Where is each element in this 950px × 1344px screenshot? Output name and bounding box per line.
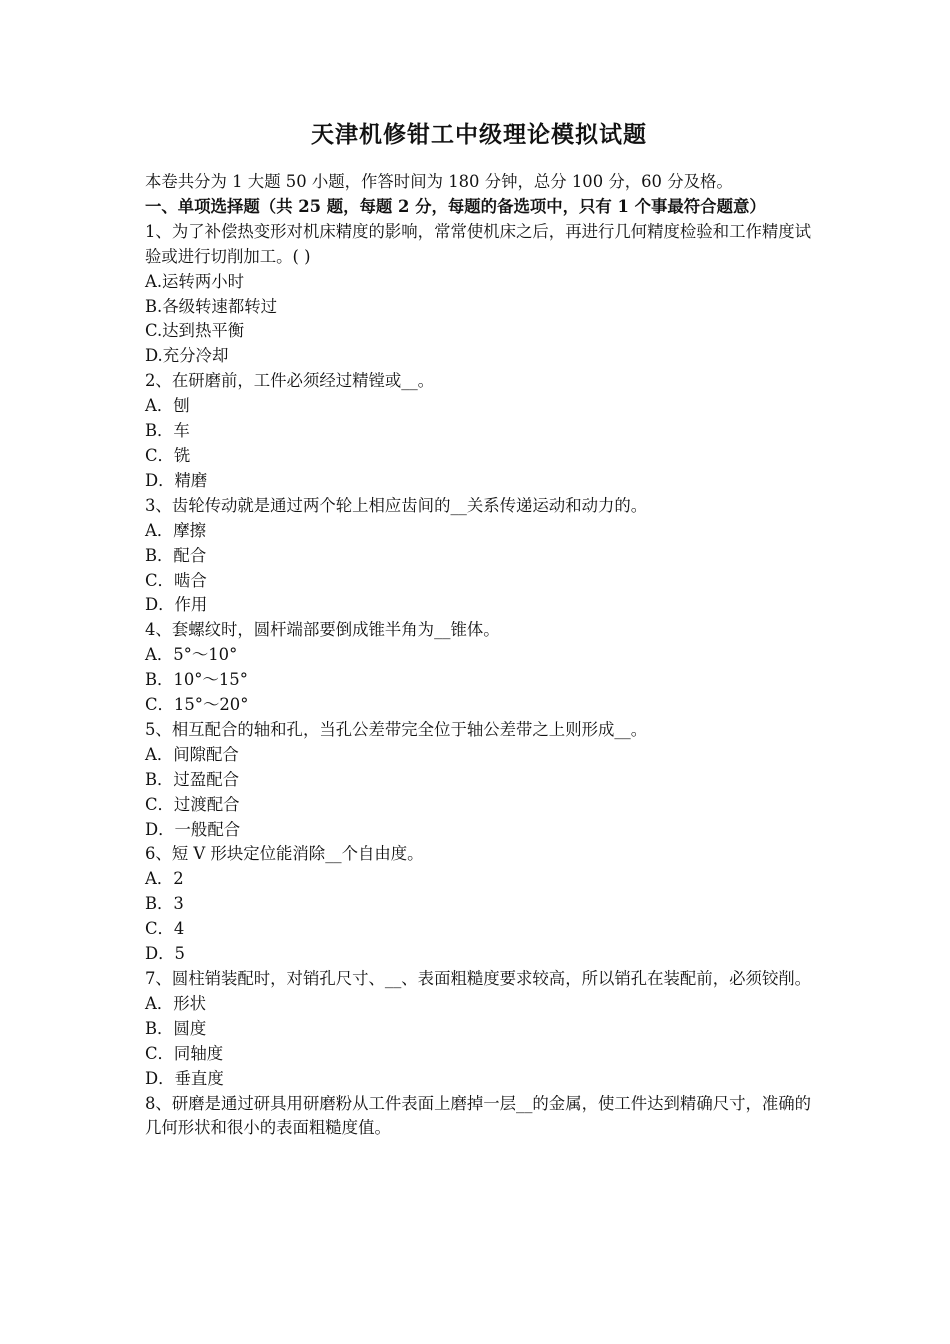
answer-option: C.达到热平衡 xyxy=(145,321,245,341)
option-list xyxy=(145,270,813,370)
question-block xyxy=(145,967,813,1092)
answer-option: A．间隙配合 xyxy=(145,744,239,764)
question-stem: 3、齿轮传动就是通过两个轮上相应齿间的__关系传递运动和动力的。 xyxy=(145,495,648,515)
question-stem: 8、研磨是通过研具用研磨粉从工件表面上磨掉一层__的金属，使工件达到精确尺寸，准确的几何形状和很小的表面粗糙度值。 xyxy=(145,1093,812,1138)
answer-option: C．啮合 xyxy=(145,570,207,590)
question-stem: 5、相互配合的轴和孔，当孔公差带完全位于轴公差带之上则形成__。 xyxy=(145,719,648,739)
answer-option: D．作用 xyxy=(145,595,208,615)
document-page xyxy=(145,118,813,1141)
question-block xyxy=(145,369,813,494)
answer-option: D．一般配合 xyxy=(145,819,241,839)
option-list xyxy=(145,992,813,1092)
question-block xyxy=(145,618,813,718)
question-block xyxy=(145,220,813,369)
option-list xyxy=(145,394,813,494)
question-stem: 7、圆柱销装配时，对销孔尺寸、__、表面粗糙度要求较高，所以销孔在装配前，必须铰削。 xyxy=(145,969,812,988)
answer-option: B．过盈配合 xyxy=(145,769,239,789)
question-list xyxy=(145,220,813,1142)
option-list xyxy=(145,867,813,967)
answer-option: C．15°～20° xyxy=(145,695,249,715)
question-stem: 4、套螺纹时，圆杆端部要倒成锥半角为__锥体。 xyxy=(145,620,500,640)
answer-option: B．3 xyxy=(145,894,184,914)
answer-option: B．车 xyxy=(145,421,190,441)
answer-option: D．垂直度 xyxy=(145,1068,224,1088)
answer-option: A．2 xyxy=(145,869,184,889)
answer-option: B．圆度 xyxy=(145,1018,207,1038)
answer-option: B．配合 xyxy=(145,545,207,565)
answer-option: A．摩擦 xyxy=(145,520,207,540)
answer-option: A.运转两小时 xyxy=(145,271,244,291)
answer-option: A．形状 xyxy=(145,993,207,1013)
exam-intro: 本卷共分为 1 大题 50 小题，作答时间为 180 分钟，总分 100 分，60 分及格。 xyxy=(145,172,733,191)
option-list xyxy=(145,643,813,718)
answer-option: C．4 xyxy=(145,919,185,939)
question-stem: 2、在研磨前，工件必须经过精镗或__。 xyxy=(145,371,435,391)
answer-option: A．刨 xyxy=(145,396,190,416)
answer-option: C．同轴度 xyxy=(145,1043,224,1063)
answer-option: C．铣 xyxy=(145,445,191,465)
question-block xyxy=(145,1092,813,1142)
document-title: 天津机修钳工中级理论模拟试题 xyxy=(311,121,647,148)
answer-option: B.各级转速都转过 xyxy=(145,296,277,316)
question-block xyxy=(145,494,813,619)
question-stem: 1、为了补偿热变形对机床精度的影响，常常使机床之后，再进行几何精度检验和工作精度试验或进行切削加工。( ) xyxy=(145,221,812,266)
section-heading: 一、单项选择题（共 25 题，每题 2 分，每题的备选项中，只有 1 个事最符合题意） xyxy=(145,196,766,216)
answer-option: A．5°～10° xyxy=(145,645,238,665)
answer-option: B．10°～15° xyxy=(145,670,248,690)
answer-option: D.充分冷却 xyxy=(145,346,229,366)
option-list xyxy=(145,519,813,619)
answer-option: D．精磨 xyxy=(145,470,208,490)
question-block xyxy=(145,718,813,843)
option-list xyxy=(145,743,813,843)
question-stem: 6、短 V 形块定位能消除__个自由度。 xyxy=(145,844,424,864)
question-block xyxy=(145,842,813,967)
answer-option: D．5 xyxy=(145,944,185,964)
answer-option: C．过渡配合 xyxy=(145,794,240,814)
